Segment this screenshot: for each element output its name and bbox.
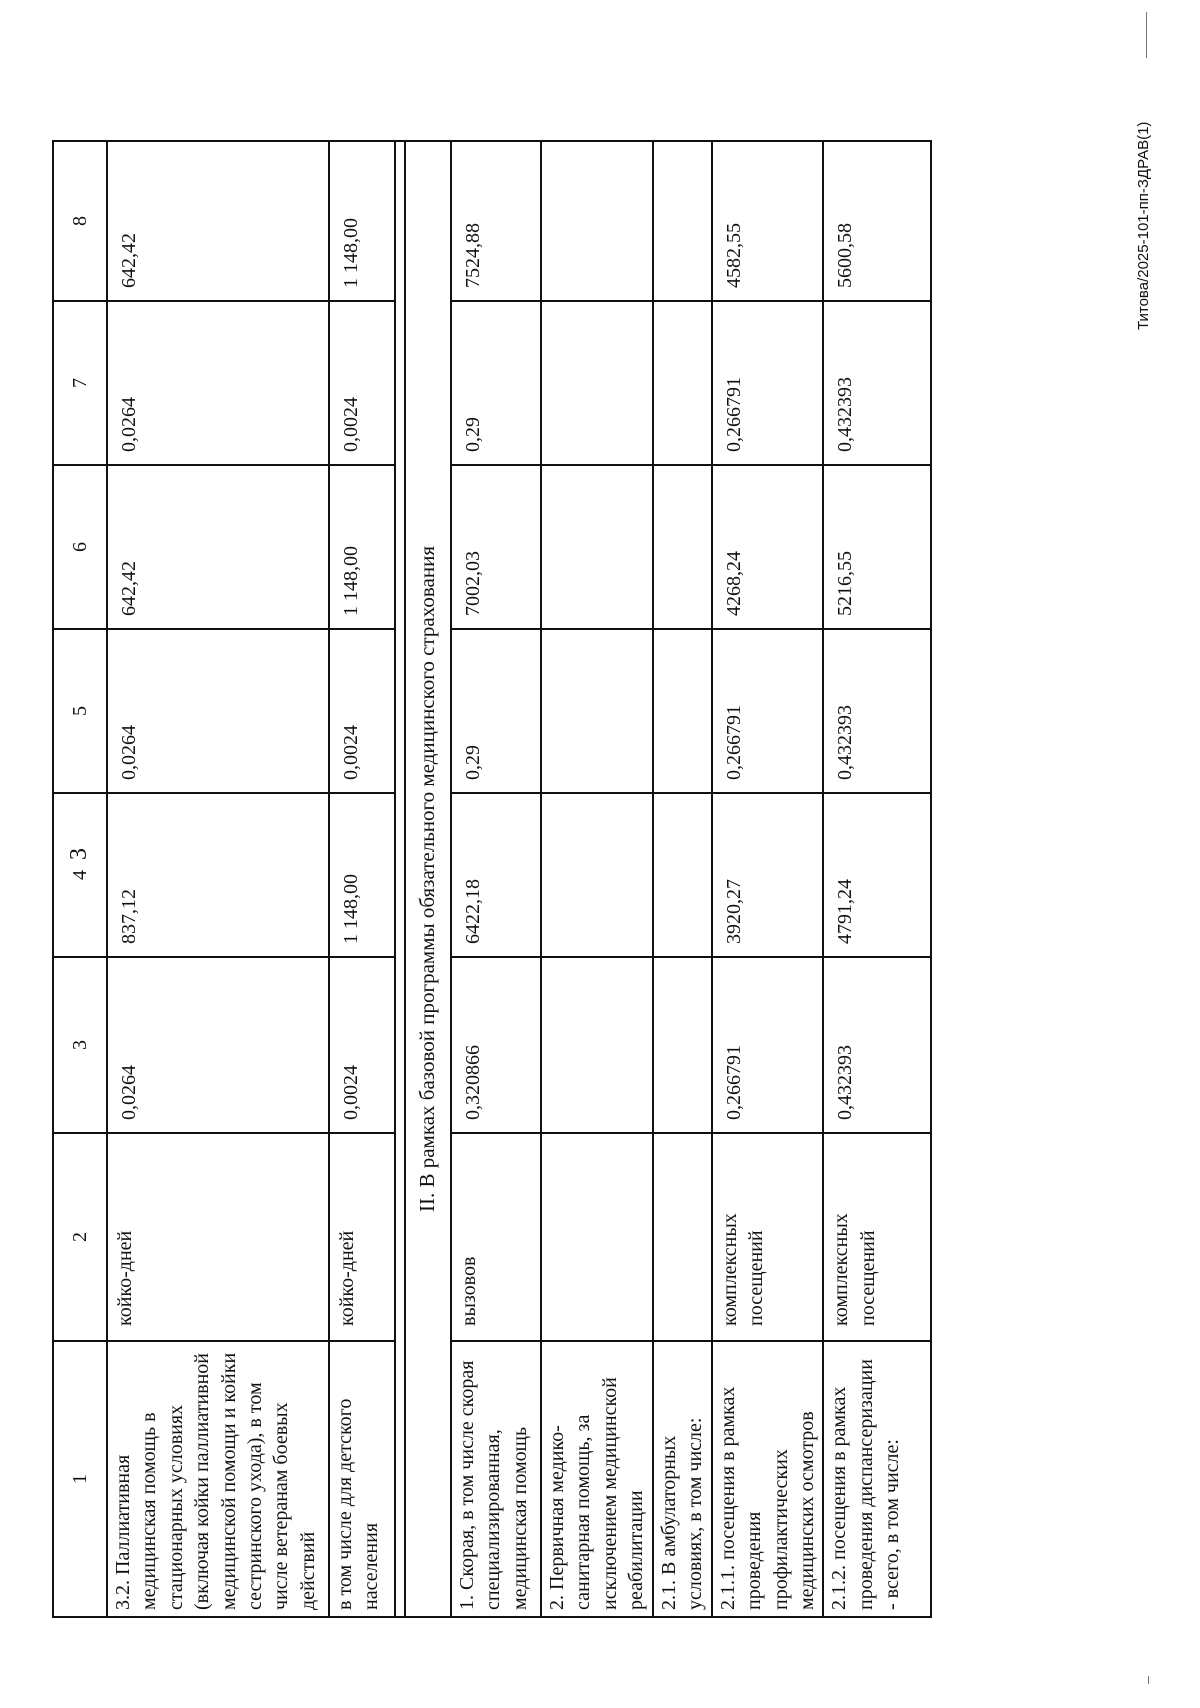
page-number: 3	[66, 848, 92, 860]
value-cell: 642,42	[107, 465, 329, 629]
header-row	[53, 141, 107, 1617]
value-cell	[653, 301, 712, 465]
value-cell: 0,0264	[107, 629, 329, 793]
table-row	[823, 141, 931, 1617]
row-label: в том числе для детского населения	[329, 1341, 395, 1617]
row-label: 3.2. Паллиативная медицинская помощь в стационарных условиях (включая койки паллиативной медицинской помощи и койки сестринского ухода), в том числе ветеранам боевых действий	[107, 1341, 329, 1617]
spacer-row	[395, 141, 405, 1617]
value-cell: 0,432393	[823, 301, 931, 465]
col-header: 5	[53, 629, 107, 793]
row-label: 2.1.1. посещения в рамках проведения профилактических медицинских осмотров	[712, 1341, 824, 1617]
value-cell: 6422,18	[451, 793, 541, 957]
col-header: 2	[53, 1133, 107, 1341]
value-cell	[541, 957, 653, 1133]
margin-tick	[1148, 1676, 1149, 1684]
value-cell: 1 148,00	[329, 465, 395, 629]
table-row	[712, 141, 824, 1617]
table-row	[451, 141, 541, 1617]
value-cell: 0,266791	[712, 957, 824, 1133]
value-cell: 1 148,00	[329, 793, 395, 957]
value-cell	[653, 465, 712, 629]
col-header: 6	[53, 465, 107, 629]
table-row	[541, 141, 653, 1617]
value-cell: 0,0024	[329, 629, 395, 793]
value-cell: 0,0264	[107, 957, 329, 1133]
col-header: 3	[53, 957, 107, 1133]
value-cell	[653, 957, 712, 1133]
value-cell: 4791,24	[823, 793, 931, 957]
value-cell	[541, 629, 653, 793]
section-row	[405, 141, 451, 1617]
value-cell	[541, 301, 653, 465]
col-header: 1	[53, 1341, 107, 1617]
value-cell: 0,0264	[107, 301, 329, 465]
row-label: 2.1.2. посещения в рамках проведения диспансеризации - всего, в том числе:	[823, 1341, 931, 1617]
value-cell: 4582,55	[712, 141, 824, 301]
row-label: 1. Скорая, в том числе скорая специализированная, медицинская помощь	[451, 1341, 541, 1617]
value-cell: 0,0024	[329, 957, 395, 1133]
table-row	[329, 141, 395, 1617]
unit-cell	[653, 1133, 712, 1341]
value-cell: 837,12	[107, 793, 329, 957]
section-title: II. В рамках базовой программы обязательного медицинского страхования	[405, 141, 451, 1617]
col-header: 4	[53, 793, 107, 957]
value-cell: 0,0024	[329, 301, 395, 465]
data-table	[52, 140, 932, 1618]
unit-cell	[541, 1133, 653, 1341]
document-id-label: Титова/2025-101-пп-ЗДРАВ(1)	[1135, 121, 1152, 330]
value-cell	[653, 141, 712, 301]
value-cell	[541, 465, 653, 629]
value-cell: 0,320866	[451, 957, 541, 1133]
value-cell: 5600,58	[823, 141, 931, 301]
value-cell: 0,29	[451, 301, 541, 465]
value-cell: 7524,88	[451, 141, 541, 301]
value-cell: 4268,24	[712, 465, 824, 629]
value-cell: 0,266791	[712, 301, 824, 465]
row-label: 2. Первичная медико-санитарная помощь, за исключением медицинской реабилитации	[541, 1341, 653, 1617]
unit-cell: койко-дней	[107, 1133, 329, 1341]
unit-cell: койко-дней	[329, 1133, 395, 1341]
value-cell	[653, 629, 712, 793]
value-cell	[541, 141, 653, 301]
value-cell: 5216,55	[823, 465, 931, 629]
margin-line	[1146, 12, 1147, 58]
unit-cell: комплексных посещений	[712, 1133, 824, 1341]
table-row	[107, 141, 329, 1617]
unit-cell: комплексных посещений	[823, 1133, 931, 1341]
col-header: 7	[53, 301, 107, 465]
value-cell: 0,266791	[712, 629, 824, 793]
value-cell: 0,432393	[823, 629, 931, 793]
value-cell: 0,432393	[823, 957, 931, 1133]
value-cell: 0,29	[451, 629, 541, 793]
value-cell	[653, 793, 712, 957]
value-cell: 7002,03	[451, 465, 541, 629]
value-cell: 642,42	[107, 141, 329, 301]
value-cell	[541, 793, 653, 957]
value-cell: 3920,27	[712, 793, 824, 957]
unit-cell: вызовов	[451, 1133, 541, 1341]
value-cell: 1 148,00	[329, 141, 395, 301]
row-label: 2.1. В амбулаторных условиях, в том числе:	[653, 1341, 712, 1617]
col-header: 8	[53, 141, 107, 301]
table-row	[653, 141, 712, 1617]
